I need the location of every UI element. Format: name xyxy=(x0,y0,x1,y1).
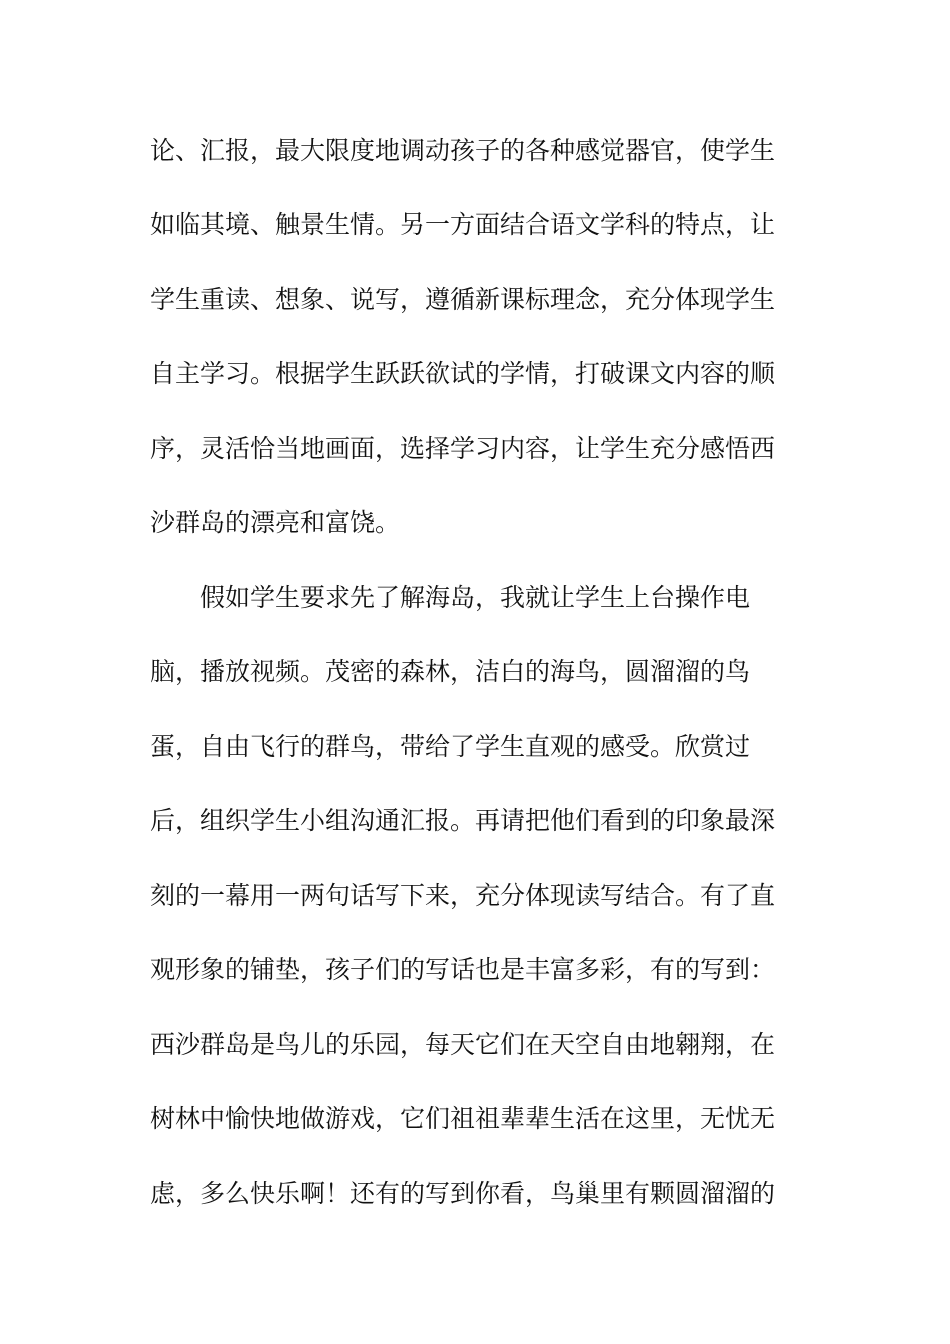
text-line-2: 如临其境、触景生情。另一方面结合语文学科的特点，让 xyxy=(150,210,776,239)
text-line-14: 树林中愉快地做游戏，它们祖祖辈辈生活在这里，无忧无 xyxy=(150,1104,776,1133)
text-line-8: 脑，播放视频。茂密的森林，洁白的海鸟，圆溜溜的鸟 xyxy=(150,657,751,686)
text-line-15: 虑，多么快乐啊！还有的写到你看，鸟巢里有颗圆溜溜的 xyxy=(150,1179,776,1208)
text-line-11: 刻的一幕用一两句话写下来，充分体现读写结合。有了直 xyxy=(150,881,776,910)
text-line-3: 学生重读、想象、说写，遵循新课标理念，充分体现学生 xyxy=(150,285,776,314)
text-line-1: 论、汇报，最大限度地调动孩子的各种感觉器官，使学生 xyxy=(150,136,776,165)
text-line-7: 假如学生要求先了解海岛，我就让学生上台操作电 xyxy=(200,583,751,612)
text-line-6: 沙群岛的漂亮和富饶。 xyxy=(150,508,401,537)
text-line-12: 观形象的铺垫，孩子们的写话也是丰富多彩，有的写到： xyxy=(150,955,776,984)
text-line-5: 序，灵活恰当地画面，选择学习内容，让学生充分感悟西 xyxy=(150,434,776,463)
text-line-9: 蛋，自由飞行的群鸟，带给了学生直观的感受。欣赏过 xyxy=(150,732,751,761)
text-line-13: 西沙群岛是鸟儿的乐园，每天它们在天空自由地翱翔，在 xyxy=(150,1030,776,1059)
text-line-4: 自主学习。根据学生跃跃欲试的学情，打破课文内容的顺 xyxy=(150,359,776,388)
text-line-10: 后，组织学生小组沟通汇报。再请把他们看到的印象最深 xyxy=(150,806,776,835)
